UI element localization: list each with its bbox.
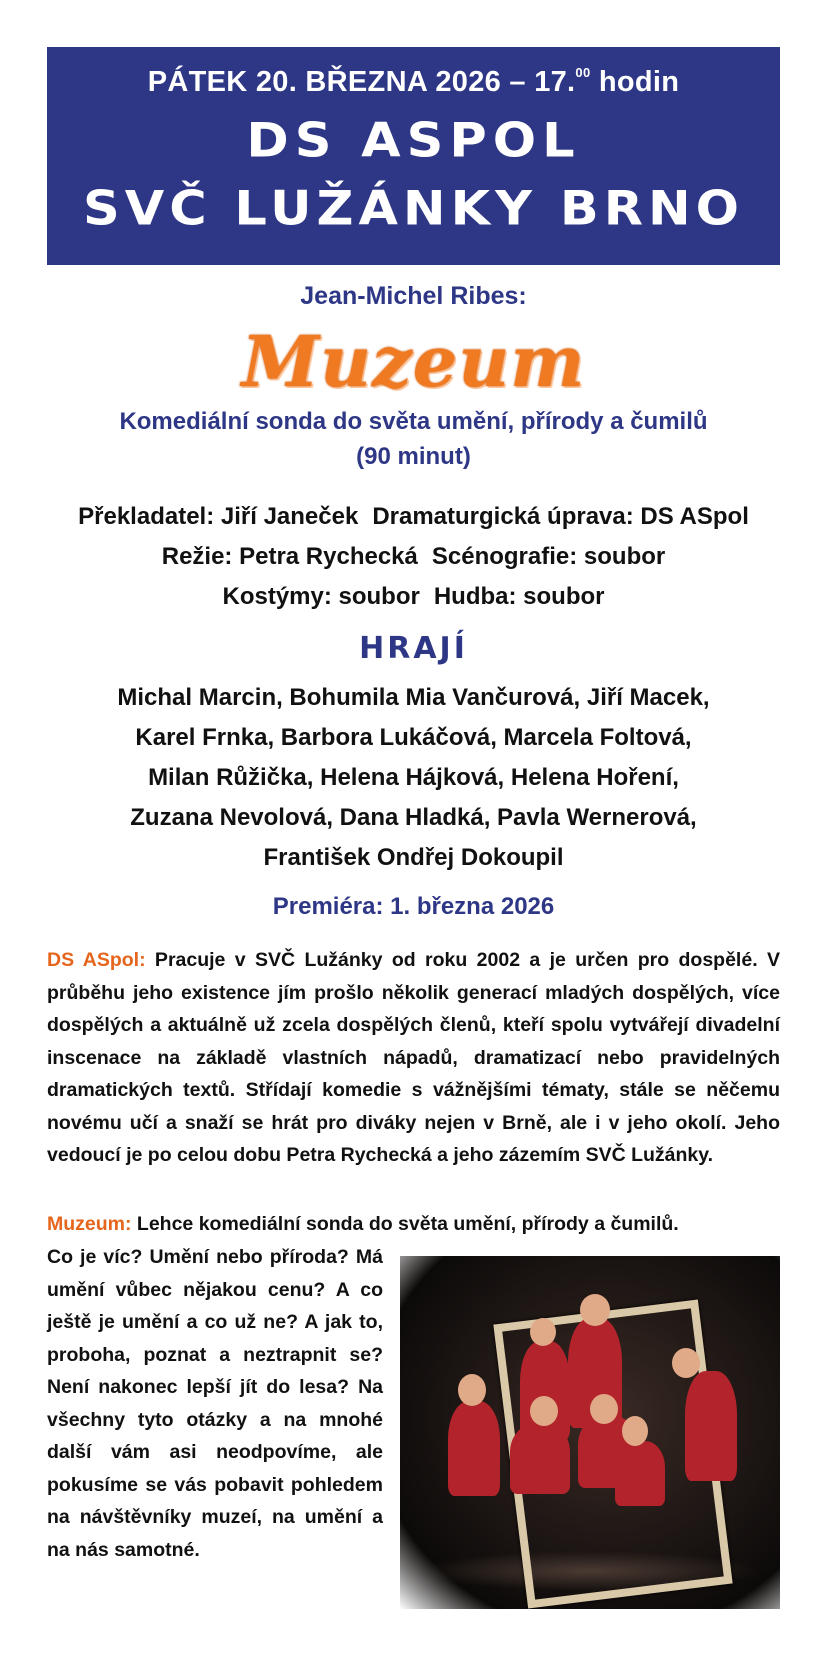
actor-head xyxy=(530,1318,556,1346)
premiere-date: Premiéra: 1. března 2026 xyxy=(272,893,555,920)
play-subtitle: Komediální sonda do světa umění, přírody a čumilů (90 minut) xyxy=(0,404,827,474)
actor-head xyxy=(458,1374,486,1406)
play-duration: (90 minut) xyxy=(356,443,471,470)
event-date: PÁTEK 20. BŘEZNA 2026 – 17.00 hodin xyxy=(147,65,680,98)
play-author: Jean-Michel Ribes: xyxy=(300,282,527,310)
actor-head xyxy=(590,1394,618,1424)
actor-figure xyxy=(685,1371,737,1481)
event-header xyxy=(47,47,780,265)
synopsis-first-line: Muzeum: Lehce komediální sonda do světa umění, přírody a čumilů. xyxy=(47,1213,679,1235)
crew-credits: Překladatel: Jiří Janeček Dramaturgická úprava: DS ASpol Režie: Petra Rychecká Scénografie: soubor Kostýmy: soubor Hudba: soubor xyxy=(78,503,749,610)
actor-head xyxy=(622,1416,648,1446)
about-paragraph: DS ASpol: Pracuje v SVČ Lužánky od roku 2002 a je určen pro dospělé. V průběhu jeho existence jím prošlo několik generací mladých dospělých, více dospělých a aktuálně už zcela dospělých členů, kteří spolu vytvářejí divadelní inscenace na základě vlastních nápadů, dramatizací nebo pravidelných dramatických textů. Střídají komedie s vážnějšími tématy, stále se něčemu novému učí a snaží se hrát pro diváky nejen v Brně, ale i v jeho okolí. Jeho vedoucí je po celou dobu Petra Rychecká a jeho zázemím SVČ Lužánky. xyxy=(47,949,780,1166)
actor-figure xyxy=(448,1401,500,1496)
performance-photo xyxy=(400,1256,780,1609)
actor-head xyxy=(580,1294,610,1326)
cast-heading: HRAJÍ xyxy=(359,631,468,666)
actor-figure xyxy=(510,1424,570,1494)
group-name: DS ASPOL xyxy=(246,114,581,169)
venue-name: SVČ LUŽÁNKY BRNO xyxy=(83,182,744,237)
cast-list: Michal Marcin, Bohumila Mia Vančurová, Jiří Macek, Karel Frnka, Barbora Lukáčová, Marcela Foltová, Milan Růžička, Helena Hájková, Helena Hoření, Zuzana Nevolová, Dana Hladká, Pavla Wernerová, František Ondřej Dokoupil xyxy=(117,684,710,871)
synopsis-paragraph: Co je víc? Umění nebo příroda? Má umění vůbec nějakou cenu? A co ještě je umění a co už ne? A jak to, proboha, poznat a neztrapnit se? Není nakonec lepší jít do lesa? Na všechny tyto otázky a na mnohé další vám asi neodpovíme, ale pokusíme se vás pobavit pohledem na návštěvníky muzeí, na umění a na nás samotné. xyxy=(47,1246,383,1561)
play-title: Muzeum xyxy=(241,320,586,403)
actor-figure xyxy=(615,1441,665,1506)
actor-head xyxy=(530,1396,558,1426)
actor-head xyxy=(672,1348,700,1378)
